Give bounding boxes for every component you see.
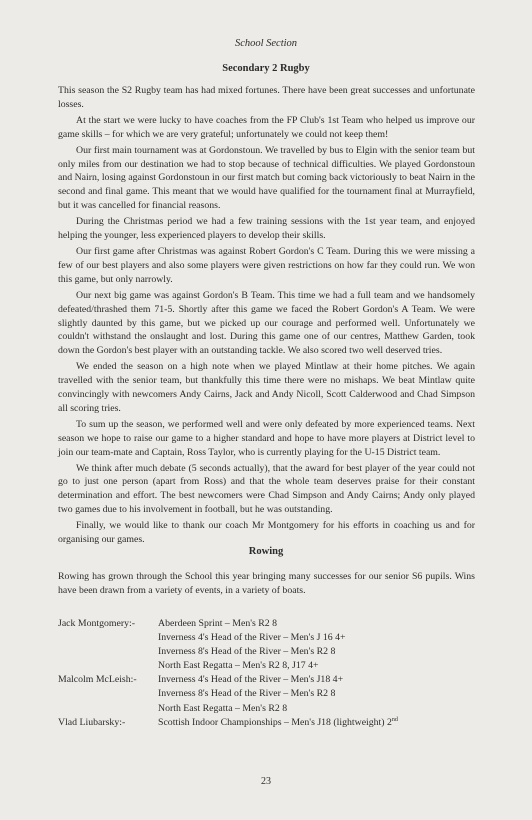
result-event: Aberdeen Sprint – Men's R2 8 bbox=[158, 618, 278, 629]
result-row bbox=[58, 645, 478, 659]
section-label: School Section bbox=[234, 38, 298, 49]
result-event: North East Regatta – Men's R2 8 bbox=[158, 702, 288, 714]
rower-name bbox=[58, 631, 158, 645]
result-row bbox=[58, 617, 478, 631]
result-event: Inverness 8's Head of the River – Men's R2 8 bbox=[158, 688, 336, 700]
result-event: Inverness 8's Head of the River – Men's R2 8 bbox=[158, 646, 336, 658]
rugby-heading: Secondary 2 Rugby bbox=[222, 63, 310, 74]
rugby-paragraph: During the Christmas period we had a few training sessions with the 1st year team, and enjoyed helping the younger, less experienced players to develop their skills. bbox=[58, 216, 475, 242]
rugby-paragraph: To sum up the season, we performed well and were only defeated by more experienced teams. Next season we hope to raise our game to a higher standard and hope to have more players at District level to join our team-mate and Captain, Ross Taylor, who is currently playing for the U-15 District team. bbox=[58, 418, 475, 458]
result-row bbox=[58, 673, 478, 687]
rower-name bbox=[58, 659, 158, 673]
rowing-intro: Rowing has grown through the School this year bringing many successes for our senior S6 pupils. Wins have been drawn from a variety of events, in a variety of boats. bbox=[58, 571, 475, 596]
ordinal-suffix: nd bbox=[391, 716, 398, 723]
rugby-paragraph: Our first main tournament was at Gordonstoun. We travelled by bus to Elgin with the senior team but only miles from our destination we had to stop because of technical difficulties. We played Gordonstoun and Nairn, losing against Gordonstoun in our first match but coming back victoriously to beat Nairn in the second and final game. This meant that we would have qualified for the tournament final at Murrayfield, but it was cancelled for financial reasons. bbox=[58, 144, 475, 212]
result-row bbox=[58, 702, 478, 716]
result-event: Inverness 4's Head of the River – Men's J 16 4+ bbox=[158, 632, 346, 644]
result-event: North East Regatta – Men's R2 8, J17 4+ bbox=[158, 660, 319, 672]
page-number: 23 bbox=[261, 776, 271, 787]
result-row bbox=[58, 659, 478, 673]
rower-name bbox=[58, 702, 158, 716]
rower-name bbox=[58, 645, 158, 659]
result-event bbox=[158, 716, 478, 730]
rugby-paragraph: Finally, we would like to thank our coach Mr Montgomery for his efforts in coaching us and for organising our games. bbox=[58, 520, 475, 546]
result-row bbox=[58, 716, 478, 730]
rugby-paragraph: Our first game after Christmas was against Robert Gordon's C Team. During this we were missing a few of our best players and also some players were given restrictions on how far they could run. We won this game, but only narrowly. bbox=[58, 245, 475, 285]
rower-name bbox=[58, 687, 158, 701]
rowing-intro-block bbox=[58, 570, 475, 598]
rugby-article bbox=[58, 84, 475, 547]
rower-name: Malcolm McLeish:- bbox=[58, 674, 137, 686]
rowing-heading: Rowing bbox=[248, 546, 284, 557]
rugby-paragraph: Our next big game was against Gordon's B Team. This time we had a full team and we handsomely defeated/thrashed them 71-5. Shortly after this game we faced the Robert Gordon's A Team. We were slightly daunted by this game, but we picked up our courage and performed well. Unfortunately we couldn't withstand the onslaught and lost. During this game one of our centres, Matthew Garden, took down the Gordon's best player with an outstanding tackle. We also scored two well deserved tries. bbox=[58, 289, 475, 357]
rugby-paragraph: We ended the season on a high note when we played Mintlaw at their home pitches. We again travelled with the senior team, but thankfully this time there were no mishaps. We beat Mintlaw quite convincingly with newcomers Andy Cairns, Jack and Andy Nicoll, Scott Calderwood and Chad Simpson all scoring tries. bbox=[58, 361, 475, 414]
rower-name: Vlad Liubarsky:- bbox=[58, 716, 126, 728]
rugby-paragraph: This season the S2 Rugby team has had mixed fortunes. There have been great successes and unfortunate losses. bbox=[58, 85, 475, 110]
result-event-text: Scottish Indoor Championships – Men's J18 (lightweight) 2 bbox=[158, 716, 392, 728]
rugby-paragraph: At the start we were lucky to have coaches from the FP Club's 1st Team who helped us improve our game skills – for which we are very grateful; unfortunately we could not keep them! bbox=[58, 114, 475, 140]
rugby-paragraph: We think after much debate (5 seconds actually), that the award for best player of the year could not go to just one person (apart from Ross) and that the whole team deserves praise for their constant determination and effort. The best newcomers were Chad Simpson and Andy Cairns; Andy only played two games due to his involvement in football, but he was outstanding. bbox=[58, 462, 475, 516]
rowing-results-list bbox=[58, 617, 478, 730]
result-row bbox=[58, 687, 478, 701]
rower-name: Jack Montgomery:- bbox=[58, 618, 135, 629]
result-row bbox=[58, 631, 478, 645]
result-event: Inverness 4's Head of the River – Men's J18 4+ bbox=[158, 674, 344, 686]
